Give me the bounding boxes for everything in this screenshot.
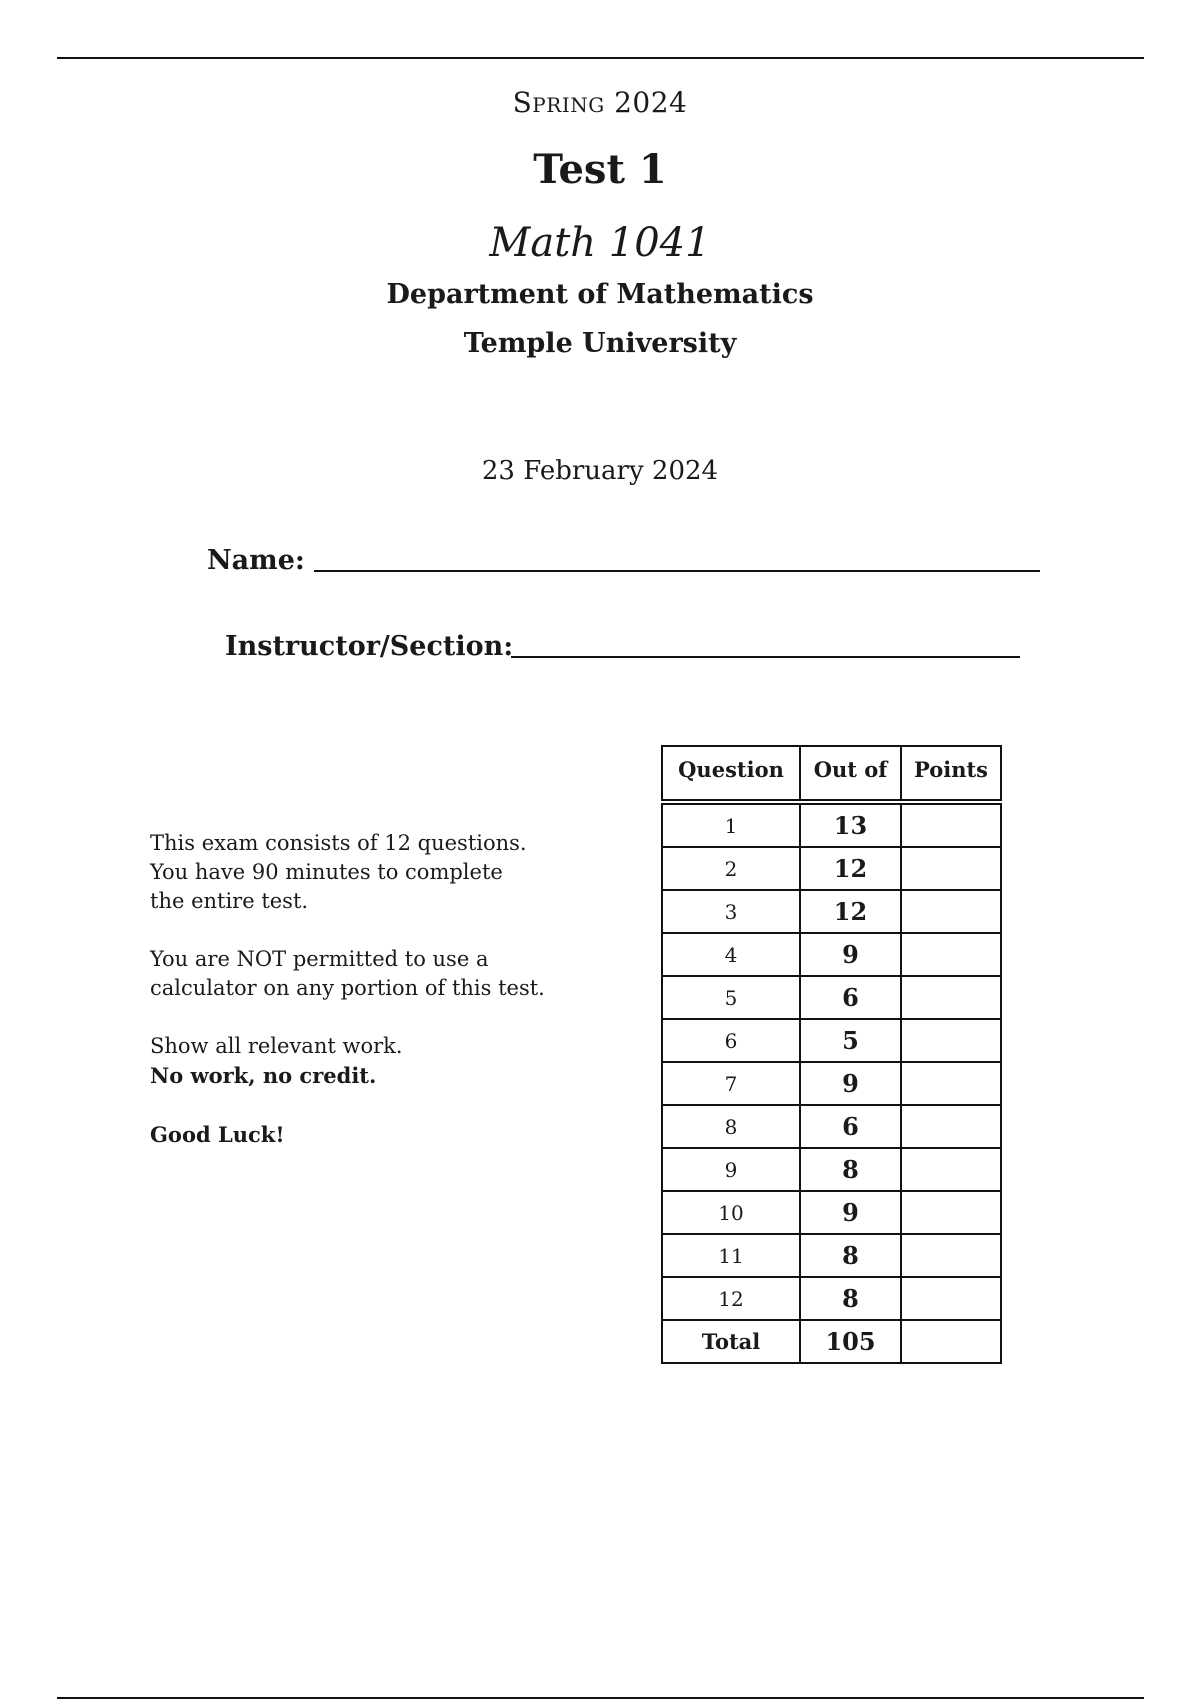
header-question: Question <box>662 746 800 802</box>
question-max-points: 9 <box>800 933 901 976</box>
instructor-label: Instructor/Section: <box>225 631 514 662</box>
table-row <box>662 1148 1001 1191</box>
bottom-rule <box>57 1697 1144 1699</box>
points-cell <box>901 1062 1001 1105</box>
points-cell <box>901 1191 1001 1234</box>
instructions-calculator: You are NOT permitted to use a calculator on any portion of this test. <box>150 947 545 1000</box>
table-row <box>662 933 1001 976</box>
name-field[interactable] <box>314 570 1040 572</box>
table-row <box>662 1191 1001 1234</box>
question-max-points: 12 <box>800 847 901 890</box>
question-max-points: 8 <box>800 1234 901 1277</box>
header-points: Points <box>901 746 1001 802</box>
question-number: 9 <box>662 1148 800 1191</box>
points-cell <box>901 1019 1001 1062</box>
question-max-points: 9 <box>800 1062 901 1105</box>
table-row <box>662 847 1001 890</box>
points-cell <box>901 1105 1001 1148</box>
points-cell <box>901 976 1001 1019</box>
score-table-header <box>662 746 1001 802</box>
instructions-block <box>150 829 630 1178</box>
question-number: 11 <box>662 1234 800 1277</box>
score-table <box>661 745 1002 1364</box>
instructions-show-work: Show all relevant work. <box>150 1034 403 1058</box>
table-row <box>662 1062 1001 1105</box>
question-max-points: 6 <box>800 976 901 1019</box>
instructions-exam-info: This exam consists of 12 questions. You have 90 minutes to complete the entire test. <box>150 831 527 913</box>
course-name: Math 1041 <box>489 220 711 266</box>
name-label: Name: <box>207 545 305 576</box>
question-number: 10 <box>662 1191 800 1234</box>
points-cell <box>901 890 1001 933</box>
instructor-field[interactable] <box>511 656 1020 658</box>
table-row <box>662 1105 1001 1148</box>
header-out-of: Out of <box>800 746 901 802</box>
question-number: 7 <box>662 1062 800 1105</box>
question-number: 4 <box>662 933 800 976</box>
total-points-cell <box>901 1320 1001 1363</box>
instructions-work <box>150 1032 630 1091</box>
points-cell <box>901 1234 1001 1277</box>
total-row <box>662 1320 1001 1363</box>
question-max-points: 9 <box>800 1191 901 1234</box>
question-max-points: 8 <box>800 1148 901 1191</box>
table-row <box>662 976 1001 1019</box>
points-cell <box>901 802 1001 847</box>
question-max-points: 13 <box>800 802 901 847</box>
question-number: 8 <box>662 1105 800 1148</box>
instructions-no-credit: No work, no credit. <box>150 1063 377 1088</box>
question-number: 1 <box>662 802 800 847</box>
points-cell <box>901 933 1001 976</box>
table-row <box>662 802 1001 847</box>
question-max-points: 12 <box>800 890 901 933</box>
points-cell <box>901 847 1001 890</box>
top-rule <box>57 57 1144 59</box>
test-title: Test 1 <box>533 146 667 193</box>
question-number: 6 <box>662 1019 800 1062</box>
exam-date: 23 February 2024 <box>481 456 719 486</box>
table-row <box>662 1234 1001 1277</box>
table-row <box>662 1019 1001 1062</box>
table-row <box>662 890 1001 933</box>
points-cell <box>901 1148 1001 1191</box>
question-max-points: 5 <box>800 1019 901 1062</box>
question-number: 3 <box>662 890 800 933</box>
question-max-points: 6 <box>800 1105 901 1148</box>
instructions-good-luck: Good Luck! <box>150 1122 285 1147</box>
question-number: 12 <box>662 1277 800 1320</box>
total-label: Total <box>662 1320 800 1363</box>
question-number: 2 <box>662 847 800 890</box>
term-label: Spring 2024 <box>512 86 688 119</box>
department-name: Department of Mathematics <box>386 279 814 310</box>
question-number: 5 <box>662 976 800 1019</box>
total-max-points: 105 <box>800 1320 901 1363</box>
university-name: Temple University <box>463 328 737 359</box>
question-max-points: 8 <box>800 1277 901 1320</box>
points-cell <box>901 1277 1001 1320</box>
table-row <box>662 1277 1001 1320</box>
